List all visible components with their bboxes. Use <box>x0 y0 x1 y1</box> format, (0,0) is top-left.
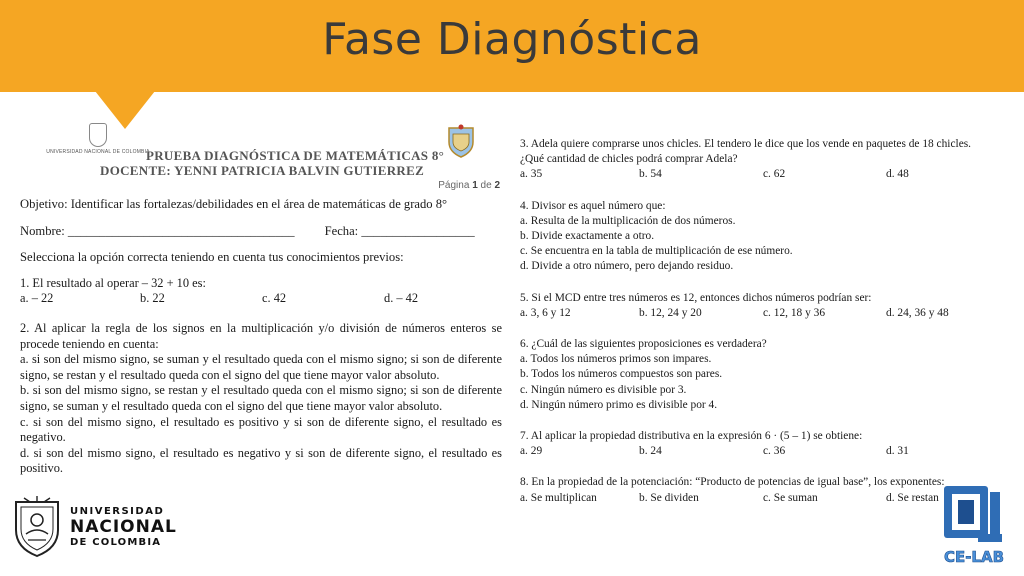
date-field: Fecha: __________________ <box>324 223 475 238</box>
exam-teacher: DOCENTE: YENNI PATRICIA BALVIN GUTIERREZ <box>100 163 425 178</box>
question-1 <box>20 276 502 307</box>
question-5-text: 5. Si el MCD entre tres números es 12, entonces dichos números podrían ser: <box>520 291 872 304</box>
option: a. Se multiplican <box>520 491 597 504</box>
question-5-options <box>520 306 1014 321</box>
question-3-options <box>520 167 1014 182</box>
celab-logo-icon <box>938 482 1010 570</box>
option: c. 36 <box>763 445 786 458</box>
question-1-options <box>20 291 502 307</box>
question-7-text: 7. Al aplicar la propiedad distributiva en la expresión 6 · (5 – 1) se obtiene: <box>520 430 863 443</box>
unal-shield-icon <box>12 496 62 558</box>
question-8-text: 8. En la propiedad de la potenciación: “Producto de potencias de igual base”, los exponentes: <box>520 476 945 489</box>
option: b. 22 <box>140 291 165 306</box>
option: b. Divide exactamente a otro. <box>520 230 655 243</box>
exam-page-left <box>20 118 502 477</box>
question-4-text: 4. Divisor es aquel número que: <box>520 199 666 212</box>
option: c. 12, 18 y 36 <box>763 306 826 319</box>
option: c. 42 <box>262 291 287 306</box>
question-2-text: 2. Al aplicar la regla de los signos en la multiplicación y/o división de números enteros se procede teniendo en cuenta: <box>20 320 502 351</box>
unal-logo <box>12 496 177 558</box>
option: a. 35 <box>520 168 543 181</box>
instructions: Selecciona la opción correcta teniendo en cuenta tus conocimientos previos: <box>20 250 404 265</box>
option: a. 29 <box>520 445 543 458</box>
page-number: Página 1 de 2 <box>438 180 500 191</box>
question-7 <box>520 429 1014 459</box>
unal-line-1: UNIVERSIDAD <box>70 506 165 517</box>
question-5 <box>520 291 1014 321</box>
unal-crest-icon <box>89 123 107 147</box>
option: d. 24, 36 y 48 <box>886 306 949 319</box>
question-4 <box>520 199 1014 275</box>
option: c. 62 <box>763 168 786 181</box>
option: b. si son del mismo signo, se restan y el resultado queda con el mismo signo; si son de diferente signo, se suman y el resultado queda con el signo del que tiene mayor valor absoluto. <box>20 383 502 413</box>
option: a. Resulta de la multiplicación de dos números. <box>520 214 736 227</box>
unal-line-3: DE COLOMBIA <box>70 537 162 548</box>
name-field: Nombre: ____________________________________ <box>20 223 295 238</box>
exam-objective: Objetivo: Identificar las fortalezas/debilidades en el área de matemáticas de grado 8° <box>20 197 448 211</box>
option: d. Se restan <box>886 491 939 504</box>
option: a. Todos los números primos son impares. <box>520 353 712 366</box>
option: b. Todos los números compuestos son pares. <box>520 368 723 381</box>
option: d. Divide a otro número, pero dejando residuo. <box>520 260 734 273</box>
option: d. – 42 <box>384 291 419 306</box>
option: d. 48 <box>886 168 909 181</box>
celab-text: CE-LAB <box>943 548 1005 566</box>
question-1-text: 1. El resultado al operar – 32 + 10 es: <box>20 275 206 290</box>
school-crest-icon <box>446 124 476 158</box>
question-3-text: 3. Adela quiere comprarse unos chicles. El tendero le dice que los vende en paquetes de 18 chicles. <box>520 138 972 150</box>
exam-title: PRUEBA DIAGNÓSTICA DE MATEMÁTICAS 8° <box>146 148 445 163</box>
question-2 <box>20 321 502 477</box>
option: b. 24 <box>639 445 662 458</box>
question-3-text-2: ¿Qué cantidad de chicles podrá comprar Adela? <box>520 153 738 166</box>
option: c. Se suman <box>763 491 818 504</box>
unal-line-2: NACIONAL <box>70 517 177 537</box>
question-3 <box>520 137 1014 183</box>
question-6-text: 6. ¿Cuál de las siguientes proposiciones es verdadera? <box>520 338 767 351</box>
question-7-options <box>520 444 1014 459</box>
option: a. si son del mismo signo, se suman y el resultado queda con el mismo signo; si son de diferente signo, se restan y el resultado queda con el signo del que tiene mayor valor absoluto. <box>20 352 502 382</box>
unal-small-logo <box>44 123 152 155</box>
question-6 <box>520 337 1014 413</box>
option: d. si son del mismo signo, el resultado es negativo y si son de diferente signo, el resultado es positivo. <box>20 445 502 476</box>
option: b. Se dividen <box>639 491 699 504</box>
option: a. – 22 <box>20 291 54 306</box>
option: c. Se encuentra en la tabla de multiplicación de ese número. <box>520 245 793 258</box>
option: a. 3, 6 y 12 <box>520 306 571 319</box>
option: b. 12, 24 y 20 <box>639 306 702 319</box>
option: c. si son del mismo signo, el resultado es positivo y si son de diferente signo, el resultado es negativo. <box>20 414 502 445</box>
name-date-row <box>20 224 502 240</box>
option: c. Ningún número es divisible por 3. <box>520 383 687 396</box>
exam-page-right <box>520 137 1014 522</box>
option: d. Ningún número primo es divisible por 4. <box>520 398 718 411</box>
slide-title: Fase Diagnóstica <box>322 14 702 65</box>
unal-small-text: UNIVERSIDAD NACIONAL DE COLOMBIA <box>46 149 150 155</box>
option: b. 54 <box>639 168 662 181</box>
exam-header <box>20 118 502 191</box>
option: d. 31 <box>886 445 909 458</box>
